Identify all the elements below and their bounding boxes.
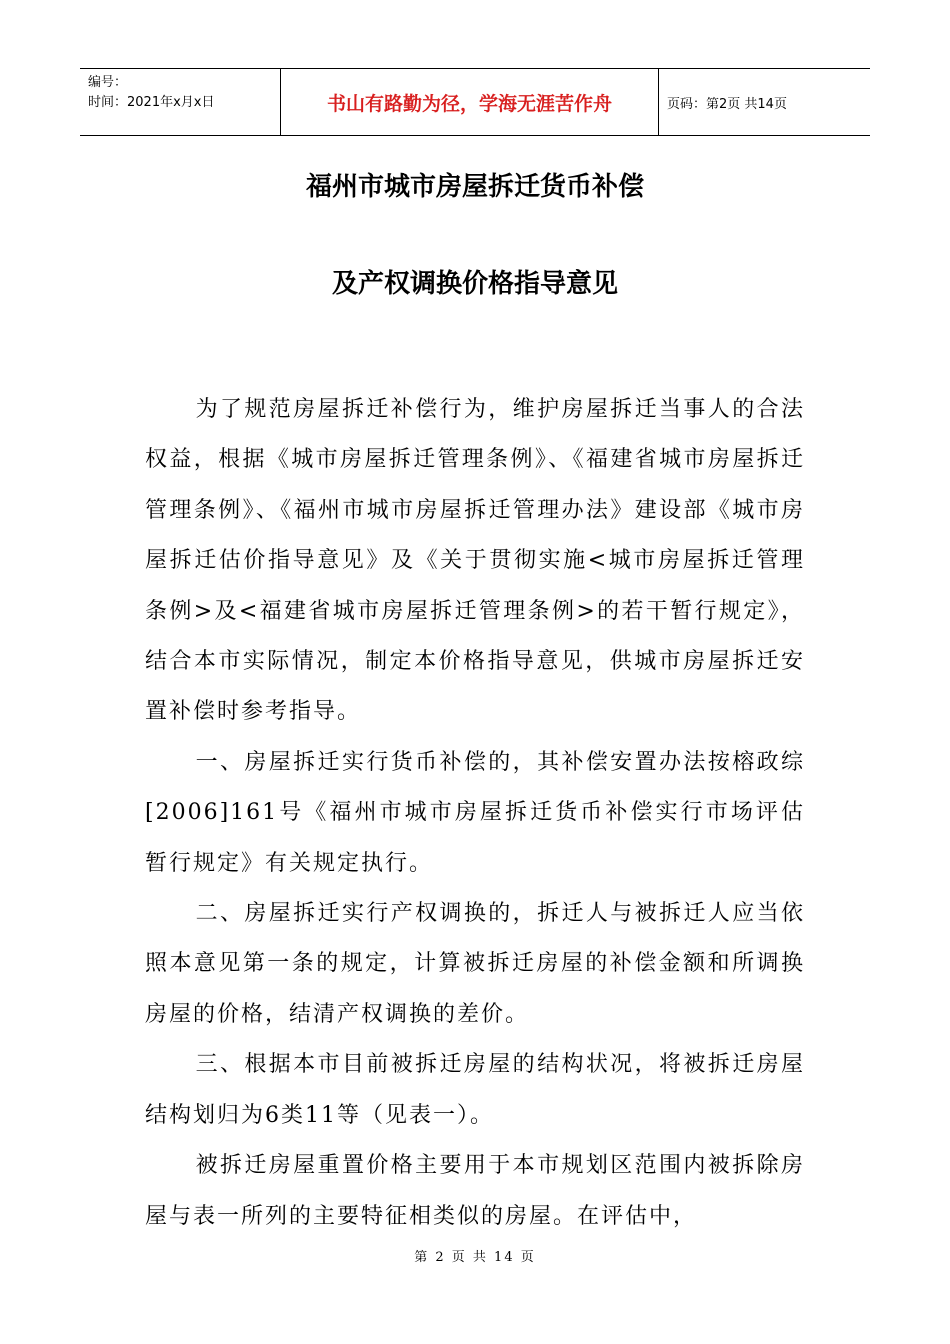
- paragraph-item-1: 一、房屋拆迁实行货币补偿的，其补偿安置办法按榕政综[2006]161号《福州市城市房屋拆迁货币补偿实行市场评估暂行规定》有关规定执行。: [145, 749, 805, 876]
- header-motto: 书山有路勤为径，学海无涯苦作舟: [281, 69, 659, 135]
- paragraph-replacement-price: 被拆迁房屋重置价格主要用于本市规划区范围内被拆除房屋与表一所列的主要特征相类似的房屋。在评估中，: [145, 1153, 805, 1229]
- paragraph-item-2: 二、房屋拆迁实行产权调换的，拆迁人与被拆迁人应当依照本意见第一条的规定，计算被拆迁房屋的补偿金额和所调换房屋的价格，结清产权调换的差价。: [145, 901, 805, 1027]
- header-page-info: 页码：第2页 共14页: [667, 96, 787, 112]
- document-title-line2: 及产权调换价格指导意见: [331, 269, 618, 299]
- page-header: [80, 68, 870, 136]
- paragraph-intro: 为了规范房屋拆迁补偿行为，维护房屋拆迁当事人的合法权益，根据《城市房屋拆迁管理条例》、《福建省城市房屋拆迁管理条例》、《福州市城市房屋拆迁管理办法》建设部《城市房屋拆迁估价指导意见》及《关于贯彻实施<城市房屋拆迁管理条例>及<福建省城市房屋拆迁管理条例>的若干暂行规定》，结合本市实际情况，制定本价格指导意见，供城市房屋拆迁安置补偿时参考指导。: [145, 397, 805, 725]
- number-label: 编号：: [88, 75, 128, 90]
- header-meta: [80, 69, 281, 135]
- page-footer: 第 2 页 共 14 页: [414, 1250, 536, 1265]
- time-label: 时间：2021年x月x日: [88, 95, 215, 110]
- document-title-line1: 福州市城市房屋拆迁货币补偿: [305, 172, 644, 202]
- paragraph-item-3: 三、根据本市目前被拆迁房屋的结构状况，将被拆迁房屋结构划归为6类11等（见表一）。: [145, 1052, 805, 1128]
- document-body: [145, 385, 805, 1242]
